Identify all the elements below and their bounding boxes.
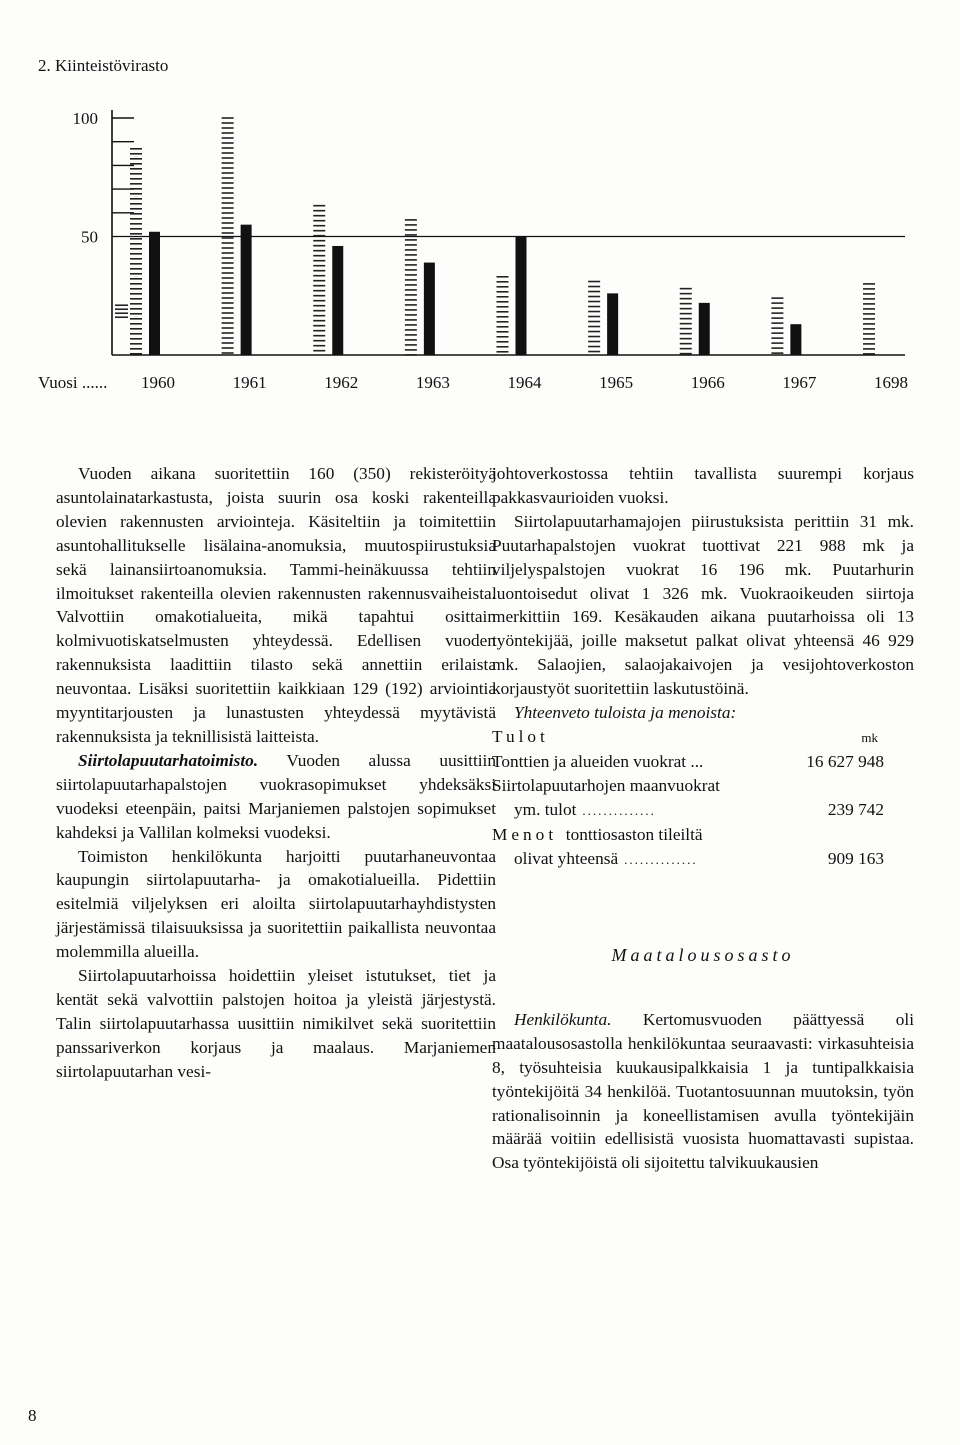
x-tick-label: 1698 bbox=[874, 373, 908, 392]
paragraph-maintenance: Siirtolapuutarhoissa hoidettiin yleiset istutukset, tiet ja kentät sekä valvottiin palstojen hoitoa ja yleistä järjestystä. Talin siirtolapuutarhassa uusittiin nimikilvet sekä suoritettiin panssariverkon korjaus ja maalaus. Marjaniemen siirtolapuutarhan vesi- bbox=[56, 966, 496, 1081]
paragraph-assessments: Vuoden aikana suoritettiin 160 (350) rekisteröityä asuntolainatarkastusta, joista suurin osa koski rakenteilla olevien rakennusten arviointeja. Käsiteltiin ja toimitettiin asuntohallitukselle lisälaina-anomuksia, muutospiirustuksia sekä lainansiirtoanomuksia. Tammi-heinäkuussa tehtiin ilmoitukset rakenteilla olevien rakennusten rakennusvaiheista. Valvottiin omakotialueita, mikä tapahtui osittain kolmivuotiskatselmusten yhteydessä. Edellisen vuoden rakennuksista laadittiin tilasto sekä annettiin erilaista neuvontaa. Lisäksi suoritettiin kaikkiaan 129 (192) arviointia myyntitarjousten ja lunastusten yhteydessä myytävistä rakennuksista ja teknillisistä laitteista. bbox=[56, 464, 496, 746]
finance-row-label: Tonttien ja alueiden vuokrat ... bbox=[492, 751, 704, 771]
finance-row bbox=[492, 847, 884, 872]
finance-row bbox=[492, 750, 884, 774]
x-tick-label: 1960 bbox=[141, 373, 175, 392]
bar-total bbox=[588, 282, 600, 352]
expenses-label: Menot bbox=[492, 824, 558, 844]
page-number: 8 bbox=[28, 1406, 37, 1425]
y-tick-label: 50 bbox=[81, 227, 98, 247]
finance-row-value: 239 742 bbox=[827, 799, 884, 819]
right-column bbox=[492, 462, 914, 1175]
left-column bbox=[56, 462, 496, 1084]
income-label: Tulot bbox=[492, 726, 549, 746]
leader-dots: .............. bbox=[582, 802, 656, 818]
paragraph-water-repair: johtoverkostossa tehtiin tavallista suurempi korjaus pakkasvaurioiden vuoksi. bbox=[492, 464, 914, 507]
bar-chart bbox=[0, 80, 960, 410]
department-title: Maatalousosasto bbox=[611, 944, 795, 965]
bar-total bbox=[313, 206, 325, 351]
x-tick-label: 1961 bbox=[232, 373, 267, 392]
finance-row-value: 16 627 948 bbox=[806, 751, 884, 771]
finance-row-value: 909 163 bbox=[827, 848, 884, 868]
bar-segment bbox=[607, 293, 618, 355]
paragraph-fees: Siirtolapuutarhamajojen piirustuksista perittiin 31 mk. Puutarhapalstojen vuokrat tuottivat 221 988 mk ja viljelyspalstojen vuokrat 16 196 mk. Puutarhurin luontoisedut olivat 1 326 mk. Vuokraoikeuden siirtoja merkittiin 169. Kesäkauden aikana puutarhoissa oli 13 työntekijää, joille maksetut palkat olivat yhteensä 46 929 mk. Salaojien, salaojakaivojen ja vesijohtoverkoston korjaustyöt suoritettiin laskutustöinä. bbox=[492, 511, 914, 699]
bar-segment bbox=[516, 237, 527, 356]
bar-total bbox=[771, 298, 783, 353]
bar-segment bbox=[790, 324, 801, 355]
x-axis-label: Vuosi ...... bbox=[38, 373, 108, 392]
section-title: 2. Kiinteistövirasto bbox=[38, 56, 169, 75]
bar-total bbox=[222, 118, 234, 353]
bar-segment bbox=[699, 303, 710, 355]
finance-row bbox=[492, 823, 884, 847]
bar-segment bbox=[241, 225, 252, 355]
bar-total bbox=[497, 277, 509, 352]
bar-segment bbox=[332, 246, 343, 355]
x-tick-label: 1965 bbox=[599, 373, 634, 392]
paragraph-allotment-office-text: Vuoden alussa uusittiin siirtolapuutarhapalstojen vuokrasopimukset yhdeksäksi vuodeksi eteenpäin, paitsi Marjaniemen palstojen sopimukset kahdeksi ja Vallilan kolmeksi vuodeksi. bbox=[56, 750, 496, 842]
heading-allotment-office: Siirtolapuutarhatoimisto. bbox=[78, 750, 259, 770]
x-tick-label: 1967 bbox=[782, 373, 817, 392]
x-tick-label: 1963 bbox=[415, 373, 450, 392]
bar-segment bbox=[149, 232, 160, 355]
bar-baseline-marker bbox=[115, 305, 128, 317]
finance-row-label: tonttiosaston tileiltä bbox=[565, 824, 703, 844]
paragraph-staff-text: Kertomusvuoden päättyessä oli maatalousosastolla henkilökuntaa seuraavasti: virkasuhteisia 8, työsuhteisia kuukausipalkkaisia 1 ja tuntipalkkaisia työntekijöitä 34 henkilöä. Tuotantosuunnan muutoksin, työn rationalisoinnin ja koneellistamisen avulla työntekijäin määrää voitiin edellisistä vuosista huomattavasti supistaa. Osa työntekijöistä oli sijoitettu talvikuukausien bbox=[492, 1009, 914, 1173]
finance-head-row bbox=[492, 725, 884, 750]
bar-total bbox=[680, 289, 692, 354]
chart-labels bbox=[38, 109, 908, 392]
paragraph-staff bbox=[492, 1008, 914, 1175]
finance-row bbox=[492, 798, 884, 823]
bar-segment bbox=[424, 263, 435, 355]
leader-dots: .............. bbox=[624, 851, 698, 867]
paragraph-staff-advice: Toimiston henkilökunta harjoitti puutarhaneuvontaa kaupungin siirtolapuutarha- ja omakotialueilla. Pidettiin esitelmiä viljelyksen eri aloilta siirtolapuutarhayhdistysten järjestämissä tilaisuuksissa ja suoritettiin paikallista neuvontaa molemmilla alueilla. bbox=[56, 846, 496, 962]
summary-title: Yhteenveto tuloista ja menoista: bbox=[514, 703, 737, 723]
finance-row bbox=[492, 774, 884, 798]
x-tick-label: 1966 bbox=[690, 373, 725, 392]
heading-staff: Henkilökunta. bbox=[514, 1009, 612, 1029]
finance-row-label: Siirtolapuutarhojen maanvuokrat bbox=[492, 775, 720, 795]
unit-label: mk bbox=[861, 729, 878, 745]
paragraph-allotment-office bbox=[56, 749, 496, 845]
bar-total bbox=[405, 220, 417, 355]
y-tick-label: 100 bbox=[72, 109, 98, 128]
finance-row-label: ym. tulot bbox=[514, 799, 577, 819]
x-tick-label: 1964 bbox=[507, 373, 542, 392]
bar-total bbox=[863, 284, 875, 354]
finance-table bbox=[492, 725, 884, 872]
x-tick-label: 1962 bbox=[324, 373, 359, 392]
bar-total bbox=[130, 149, 142, 354]
finance-row-label: olivat yhteensä bbox=[514, 848, 619, 868]
